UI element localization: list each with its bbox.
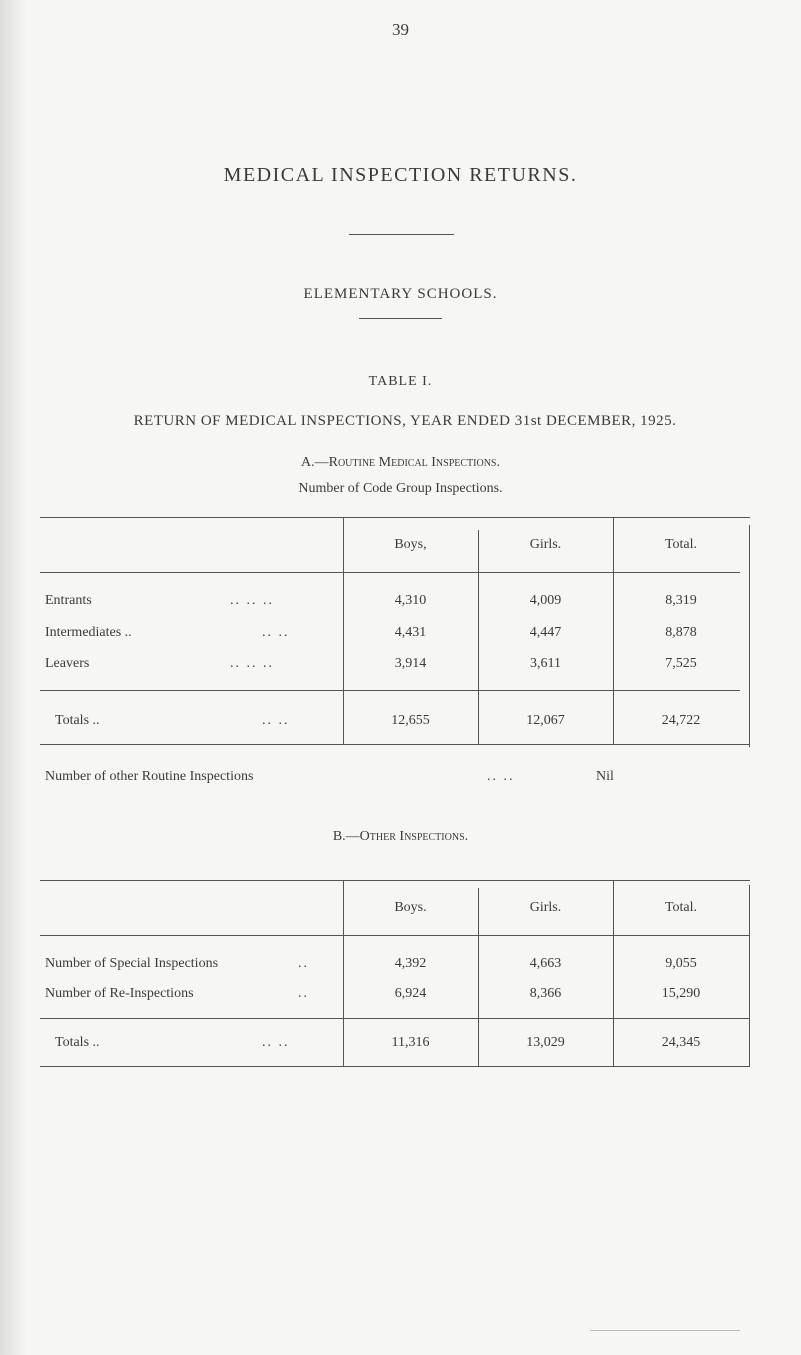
table-b-header-total: Total. [664,900,698,915]
row-label: Intermediates .. [45,625,132,640]
total-total: 24,345 [661,1035,701,1050]
section-b-heading-text: B.—Other Inspections. [332,829,469,844]
cell-boys: 3,914 [394,656,427,671]
section-a-heading [0,455,801,471]
title-divider [349,234,454,235]
cell-girls: 8,366 [529,986,562,1001]
cell-boys: 4,392 [394,956,427,971]
totals-leader-dots: .. .. [262,1035,290,1050]
table-b-header-boys: Boys. [394,900,427,915]
table-b-header-girls: Girls. [529,900,562,915]
other-routine-value: Nil [596,769,614,784]
cell-girls: 4,009 [529,593,562,608]
row-label: Number of Special Inspections [45,956,219,971]
cell-boys: 4,310 [394,593,427,608]
section-b-heading [0,829,801,845]
totals-label: Totals .. [55,713,100,728]
table-b-totals-rule [40,1018,750,1019]
cell-total: 8,878 [665,625,697,640]
totals-label: Totals .. [55,1035,100,1050]
table-a-totals-rule [40,690,740,691]
page-number: 39 [392,20,409,39]
table-a-header-rule [40,572,740,573]
table-b-bottom-rule [40,1066,750,1067]
cell-girls: 3,611 [530,656,561,671]
other-routine-dots: .. .. [487,769,515,784]
total-boys: 11,316 [391,1035,430,1050]
section-a-heading-text: A.—Routine Medical Inspections. [301,455,500,470]
cell-boys: 4,431 [394,625,427,640]
row-label: Number of Re-Inspections [45,986,194,1001]
subtitle-divider [359,318,442,319]
totals-leader-dots: .. .. [262,713,290,728]
main-title: MEDICAL INSPECTION RETURNS. [223,164,578,186]
cell-total: 15,290 [661,986,701,1001]
table-a-right-border [749,525,750,747]
cell-girls: 4,663 [529,956,562,971]
total-girls: 12,067 [526,713,565,728]
total-boys: 12,655 [391,713,430,728]
row-label: Leavers [45,656,90,671]
total-girls: 13,029 [526,1035,565,1050]
table-label: TABLE I. [368,374,433,389]
return-title: RETURN OF MEDICAL INSPECTIONS, YEAR ENDED 31st DECEMBER, 1925. [133,413,677,429]
table-a-top-rule [40,517,750,518]
row-label: Entrants [45,593,92,608]
other-routine-label: Number of other Routine Inspections [45,769,254,784]
table-a-header-boys: Boys, [394,537,427,552]
table-a-bottom-rule [40,744,750,745]
bottom-stray-rule [590,1330,740,1331]
cell-boys: 6,924 [394,986,427,1001]
row-leader-dots: .. [298,956,309,971]
total-total: 24,722 [661,713,701,728]
page-edge-shadow [0,0,28,1355]
cell-girls: 4,447 [529,625,562,640]
row-leader-dots: .. .. [262,625,290,640]
section-a-caption: Number of Code Group Inspections. [298,481,503,496]
table-b-top-rule [40,880,750,881]
cell-total: 7,525 [665,656,697,671]
row-leader-dots: .. .. .. [230,656,274,671]
table-b-header-rule [40,935,750,936]
table-b-right-border [749,885,750,1066]
table-a-header-total: Total. [664,537,698,552]
row-leader-dots: .. [298,986,309,1001]
subtitle: ELEMENTARY SCHOOLS. [303,286,498,302]
table-a-header-girls: Girls. [529,537,562,552]
cell-total: 8,319 [665,593,697,608]
row-leader-dots: .. .. .. [230,593,274,608]
cell-total: 9,055 [665,956,697,971]
